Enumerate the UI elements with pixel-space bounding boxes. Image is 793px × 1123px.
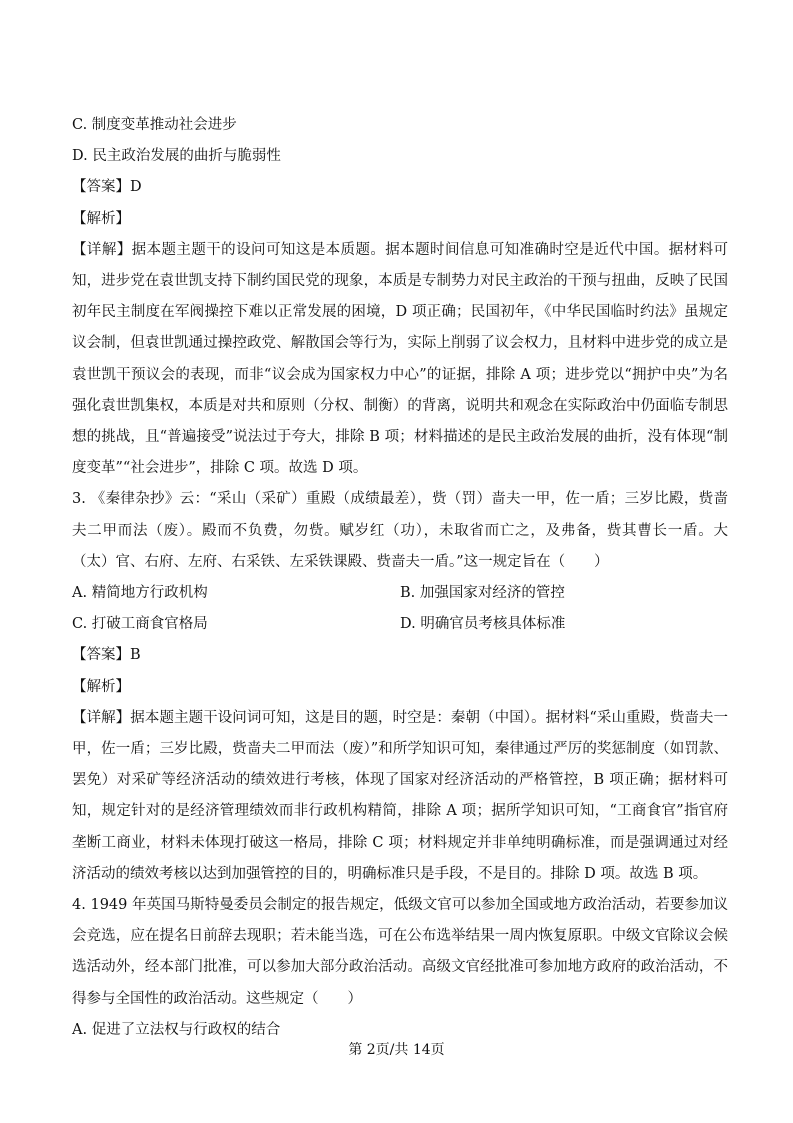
- q3-answer: 【答案】B: [72, 647, 141, 664]
- q3-options-row-2: [72, 609, 728, 640]
- q3-stem: 3. 《秦律杂抄》云：“采山（采矿）重殿（成绩最差），赀（罚）啬夫一甲，佐一盾；三岁比殿，赀啬夫二甲而法（废）。殿而不负费，勿赀。赋岁红（功），未取省而亡之，及弗备，赀其曹长一盾。大（太）官、右府、左府、右采铁、左采铁课殿、赀啬夫一盾。”这一规定旨在（ ）: [72, 491, 728, 570]
- q3-detail: 【详解】据本题主题干设问词可知，这是目的题，时空是：秦朝（中国）。据材料“采山重殿，赀啬夫一甲，佐一盾；三岁比殿，赀啬夫二甲而法（废）”和所学知识可知，秦律通过严厉的奖惩制度（如罚款、罢免）对采矿等经济活动的绩效进行考核，体现了国家对经济活动的严格管控，B 项正确；据材料可知，规定针对的是经济管理绩效而非行政机构精简，排除 A 项；据所学知识可知，“工商食官”指官府垄断工商业，材料未体现打破这一格局，排除 C 项；材料规定并非单纯明确标准，而是强调通过对经济活动的绩效考核以达到加强管控的目的，明确标准只是手段，不是目的。排除 D 项。故选 B 项。: [72, 709, 728, 882]
- q3-analysis-label: 【解析】: [72, 678, 130, 695]
- document-body: [72, 110, 728, 1046]
- q4-stem: 4. 1949 年英国马斯特曼委员会制定的报告规定，低级文官可以参加全国或地方政治活动，若要参加议会竞选，应在提名日前辞去现职；若未能当选，可在公布选举结果一周内恢复原职。中级文官除议会候选活动外，经本部门批准，可以参加大部分政治活动。高级文官经批准可参加地方政府的政治活动，不得参与全国性的政治活动。这些规定（ ）: [72, 897, 728, 1007]
- q2-option-c: C. 制度变革推动社会进步: [72, 117, 237, 133]
- q3-option-d: D. 明确官员考核具体标准: [400, 616, 566, 633]
- q2-answer: 【答案】D: [72, 179, 142, 196]
- q3-option-c: C. 打破工商食官格局: [72, 616, 208, 633]
- q3-option-a: A. 精简地方行政机构: [72, 585, 208, 602]
- q2-analysis-label: 【解析】: [72, 210, 130, 227]
- page-number: 第 2页/共 14页: [348, 1042, 445, 1058]
- q4-option-a: A. 促进了立法权与行政权的结合: [72, 1021, 281, 1038]
- q2-detail: 【详解】据本题主题干的设问可知这是本质题。据本题时间信息可知准确时空是近代中国。据材料可知，进步党在袁世凯支持下制约国民党的现象，本质是专制势力对民主政治的干预与扭曲，反映了民国初年民主制度在军阀操控下难以正常发展的困境，D 项正确；民国初年，《中华民国临时约法》虽规定议会制，但袁世凯通过操控政党、解散国会等行为，实际上削弱了议会权力，且材料中进步党的成立是袁世凯干预议会的表现，而非“议会成为国家权力中心”的证据，排除 A 项；进步党以“拥护中央”为名强化袁世凯集权，本质是对共和原则（分权、制衡）的背离，说明共和观念在实际政治中仍面临专制思想的挑战，且“普遍接受”说法过于夸大，排除 B 项；材料描述的是民主政治发展的曲折，没有体现“制度变革”“社会进步”，排除 C 项。故选 D 项。: [72, 241, 728, 477]
- q3-options-row-1: [72, 578, 728, 609]
- q3-option-b: B. 加强国家对经济的管控: [400, 585, 565, 602]
- q2-option-d: D. 民主政治发展的曲折与脆弱性: [72, 148, 281, 165]
